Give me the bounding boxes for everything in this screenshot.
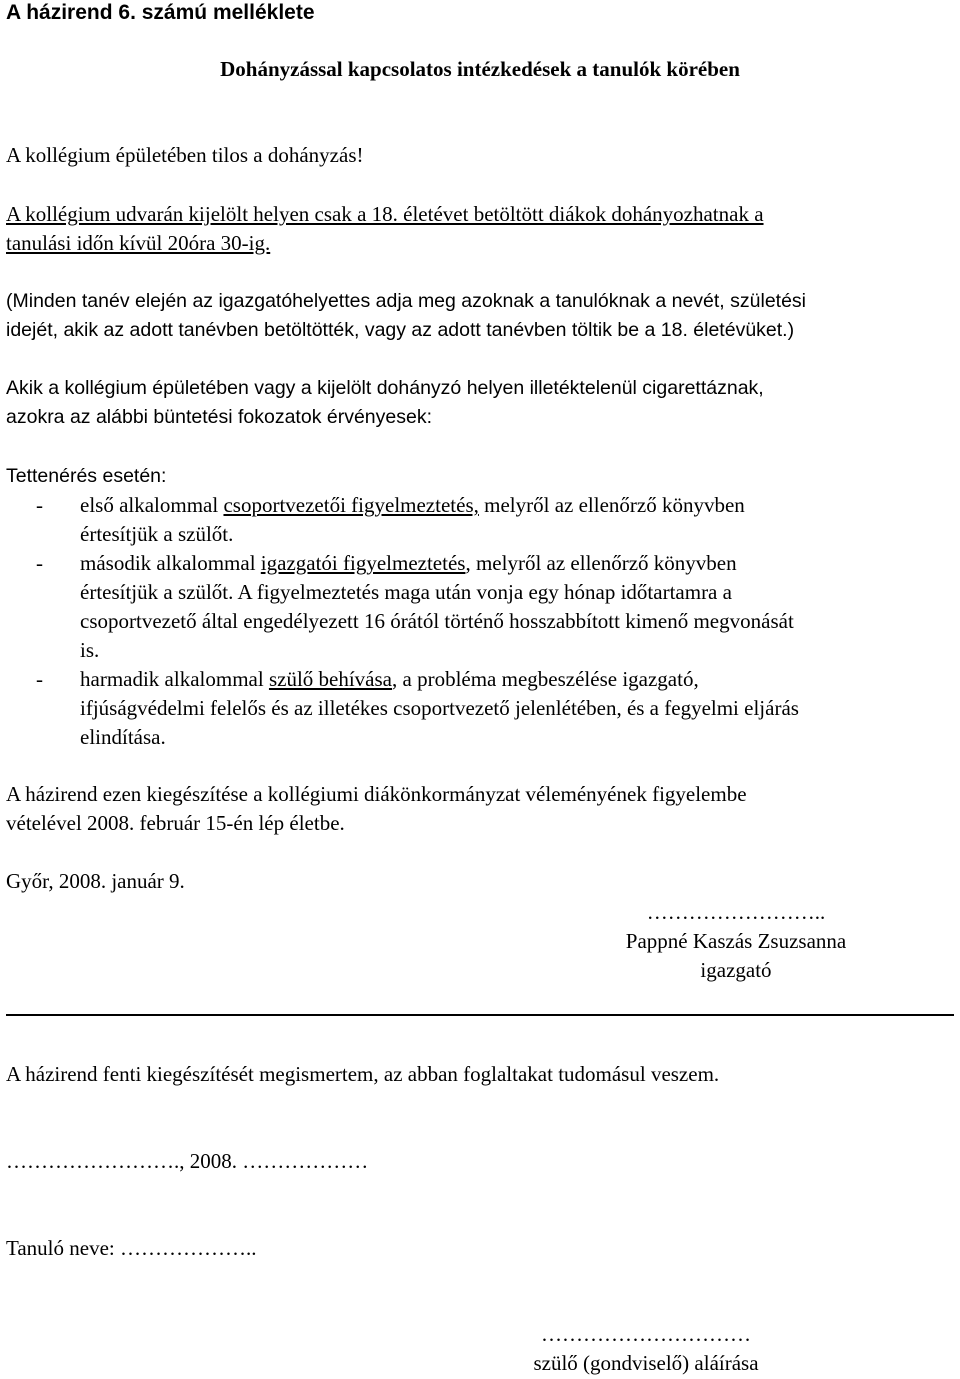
list-item-text: harmadik alkalommal — [80, 667, 269, 691]
parent-signature-label: szülő (gondviselő) aláírása — [533, 1351, 759, 1375]
principal-signature-block — [566, 898, 906, 985]
effective-line2: vételével 2008. február 15-én lép életbe. — [6, 811, 345, 835]
student-name-line — [6, 1234, 257, 1263]
penalty-intro-line2: azokra az alábbi büntetési fokozatok érvényesek: — [6, 406, 433, 428]
list-item — [6, 491, 946, 549]
student-name-dots: ……………….. — [120, 1236, 257, 1260]
signer-title: igazgató — [700, 958, 772, 982]
list-item-underlined: igazgatói figyelmeztetés — [260, 551, 466, 575]
deputy-note-line1: (Minden tanév elején az igazgatóhelyettes adja meg azoknak a tanulóknak a nevét, születési — [6, 290, 807, 312]
penalty-intro-line1: Akik a kollégium épületében vagy a kijelölt dohányzó helyen illetéktelenül cigarettáznak, — [6, 377, 764, 399]
list-item-text: értesítjük a szülőt. — [80, 522, 234, 546]
list-item-text: értesítjük a szülőt. A figyelmeztetés maga után vonja egy hónap időtartamra a — [80, 580, 732, 604]
list-item-text: , a probléma megbeszélése igazgató, — [392, 667, 699, 691]
list-item-text: csoportvezető által engedélyezett 16 órától történő hosszabbított kimenő megvonását — [80, 609, 794, 633]
signer-name: Pappné Kaszás Zsuzsanna — [625, 929, 847, 953]
date-day-dots: ……………… — [242, 1149, 369, 1173]
divider-line — [6, 1014, 954, 1016]
list-dash: - — [36, 493, 43, 517]
parent-signature-dots: ………………………… — [541, 1322, 751, 1346]
list-item-text: ifjúságvédelmi felelős és az illetékes csoportvezető jelenlétében, és a fegyelmi eljárás — [80, 696, 799, 720]
deputy-note — [6, 287, 806, 345]
main-title: Dohányzással kapcsolatos intézkedések a tanulók körében — [220, 57, 740, 81]
penalty-list — [6, 491, 946, 752]
list-dash: - — [36, 667, 43, 691]
annex-title: A házirend 6. számú melléklete — [6, 1, 315, 24]
list-item-text: , melyről az ellenőrző könyvben — [465, 551, 737, 575]
rule-smoking-area-line2: tanulási időn kívül 20óra 30-ig. — [6, 231, 271, 255]
list-item-underlined: szülő behívása — [268, 667, 392, 691]
effective-date-paragraph — [6, 780, 747, 838]
rule-smoking-area-line1: A kollégium udvarán kijelölt helyen csak a 18. életévet betöltött diákok dohányozhatnak a — [6, 202, 764, 226]
list-item — [6, 549, 946, 665]
date-year: , 2008. — [179, 1149, 243, 1173]
list-item — [6, 665, 946, 752]
list-item-text: második alkalommal — [80, 551, 261, 575]
date-place-dots: ……………………. — [6, 1149, 180, 1173]
list-item-text: első alkalommal — [80, 493, 224, 517]
rule-no-smoking-building: A kollégium épületében tilos a dohányzás! — [6, 143, 364, 167]
parent-signature-block — [446, 1320, 846, 1378]
deputy-note-line2: idejét, akik az adott tanévben betöltötték, vagy az adott tanévben töltik be a 18. életévüket.) — [6, 319, 795, 341]
list-item-text: is. — [80, 638, 100, 662]
list-dash: - — [36, 551, 43, 575]
acknowledgement-date-line — [6, 1147, 368, 1176]
signature-dots: …………………….. — [646, 900, 826, 924]
list-item-text: elindítása. — [80, 725, 166, 749]
list-item-text: melyről az ellenőrző könyvben — [478, 493, 745, 517]
acknowledgement-text: A házirend fenti kiegészítését megismertem, az abban foglaltakat tudomásul veszem. — [6, 1062, 720, 1086]
effective-line1: A házirend ezen kiegészítése a kollégiumi diákönkormányzat véleményének figyelembe — [6, 782, 747, 806]
penalty-intro — [6, 374, 764, 432]
caught-label: Tettenérés esetén: — [6, 465, 167, 487]
student-name-label: Tanuló neve: — [6, 1236, 120, 1260]
list-item-underlined: csoportvezetői figyelmeztetés, — [223, 493, 479, 517]
rule-smoking-area — [6, 200, 764, 258]
place-date: Győr, 2008. január 9. — [6, 869, 185, 893]
